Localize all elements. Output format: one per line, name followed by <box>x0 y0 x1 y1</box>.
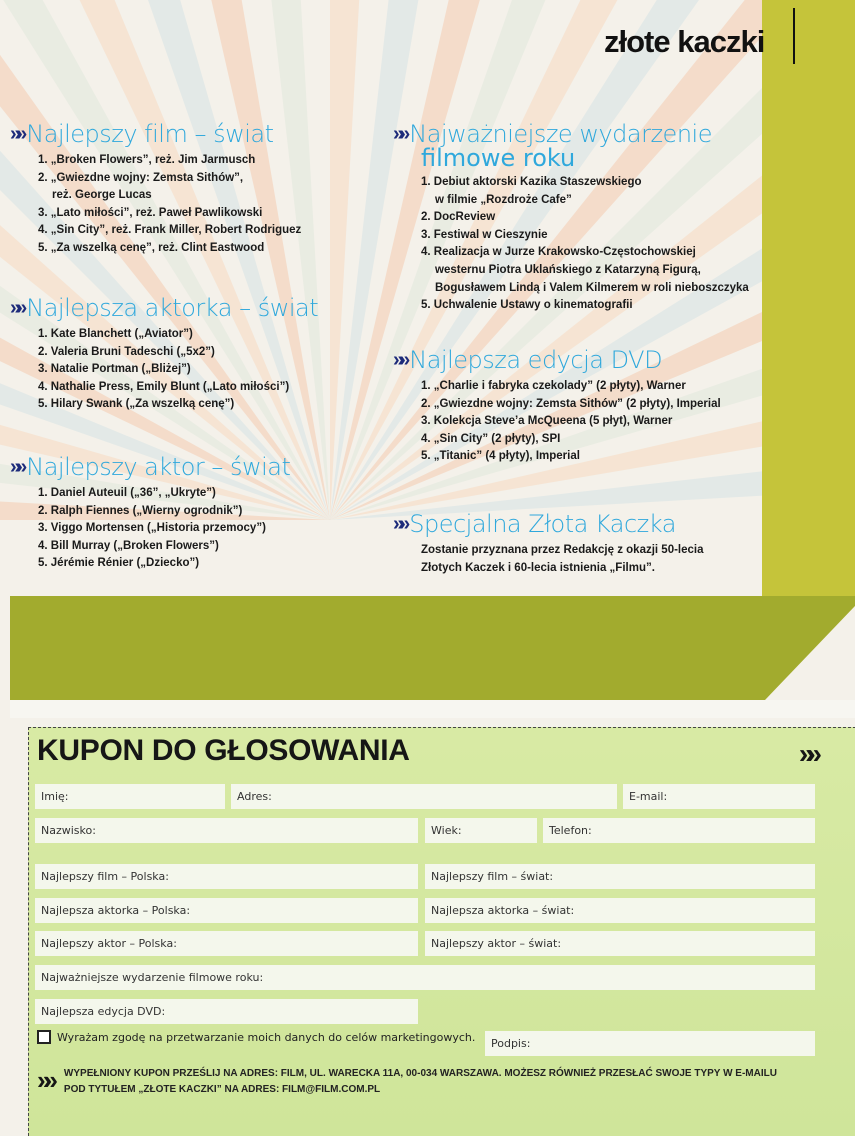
double-chevron-icon: »» <box>10 297 23 319</box>
footer-line: POD TYTUŁEM „ZŁOTE KACZKI” NA ADRES: FILM@FILM.COM.PL <box>63 1084 381 1095</box>
double-chevron-icon: »» <box>393 513 406 535</box>
section-best-actress-world <box>10 296 318 414</box>
section-event-of-year <box>393 122 749 315</box>
consent-checkbox[interactable] <box>37 1030 51 1044</box>
section-title: Najlepsza edycja DVD <box>409 346 663 374</box>
surname-field[interactable]: Nazwisko: <box>35 818 418 843</box>
double-chevron-icon: »» <box>798 738 814 769</box>
list-item: 2. DocReview <box>421 211 496 224</box>
double-chevron-icon: »» <box>37 1065 50 1095</box>
nominee-list <box>421 378 721 466</box>
section-special-award <box>393 512 704 577</box>
double-chevron-icon: »» <box>393 349 406 371</box>
list-item: w filmie „Rozdroże Cafe” <box>435 193 572 206</box>
list-item: 1. Daniel Auteuil („36”, „Ukryte”) <box>38 487 216 499</box>
list-item: 2. „Gwiezdne wojny: Zemsta Sithów” (2 płyty), Imperial <box>421 397 721 410</box>
email-field[interactable]: E-mail: <box>623 784 815 809</box>
footer-line: WYPEŁNIONY KUPON PRZEŚLIJ NA ADRES: FILM, UL. WARECKA 11A, 00-034 WARSZAWA. MOŻESZ RÓWNIEŻ PRZESŁAĆ SWOJE TYPY W E-MAILU <box>63 1068 777 1079</box>
section-best-film-world <box>10 122 301 258</box>
coupon-footer <box>37 1066 824 1098</box>
band-corner-shape <box>655 596 855 700</box>
list-item: 2. Valeria Bruni Tadeschi („5x2”) <box>38 345 215 358</box>
list-item: 1. „Charlie i fabryka czekolady” (2 płyty), Warner <box>421 380 686 392</box>
list-item: 5. Uchwalenie Ustawy o kinematografii <box>421 299 633 312</box>
signature-field[interactable]: Podpis: <box>485 1031 815 1056</box>
section-title: Najlepszy aktor – świat <box>26 453 291 481</box>
double-chevron-icon: »» <box>10 123 23 145</box>
list-item: 4. Bill Murray („Broken Flowers”) <box>38 539 219 552</box>
voting-coupon <box>28 727 855 1136</box>
section-title: Najlepszy film – świat <box>26 120 274 148</box>
divider-strip <box>10 700 855 718</box>
list-item: 3. Festiwal w Cieszynie <box>421 228 548 241</box>
film-world-field[interactable]: Najlepszy film – świat: <box>425 864 815 889</box>
list-item: reż. George Lucas <box>52 189 152 202</box>
section-best-actor-world <box>10 455 290 573</box>
event-field[interactable]: Najważniejsze wydarzenie filmowe roku: <box>35 965 815 990</box>
description <box>421 542 704 577</box>
nominee-list <box>421 174 749 315</box>
section-best-dvd <box>393 348 721 466</box>
list-item: 2. „Gwiezdne wojny: Zemsta Sithów”, <box>38 171 244 184</box>
list-item: 5. Jérémie Rénier („Dziecko”) <box>38 557 200 570</box>
header-divider <box>793 8 795 64</box>
list-item: 3. Kolekcja Steve’a McQueena (5 płyt), Warner <box>421 415 673 428</box>
description-line: Zostanie przyznana przez Redakcję z okazji 50-lecia <box>421 544 704 556</box>
list-item: 5. „Za wszelką cenę”, reż. Clint Eastwood <box>38 241 265 254</box>
list-item: 2. Ralph Fiennes („Wierny ogrodnik”) <box>38 504 243 517</box>
consent-label: Wyrażam zgodę na przetwarzanie moich danych do celów marketingowych. <box>57 1030 476 1044</box>
phone-field[interactable]: Telefon: <box>543 818 815 843</box>
list-item: 4. „Sin City”, reż. Frank Miller, Robert Rodriguez <box>38 224 302 237</box>
list-item: 4. „Sin City” (2 płyty), SPI <box>421 432 561 445</box>
nominee-list <box>38 485 290 573</box>
right-lime-band <box>762 0 855 700</box>
list-item: westernu Piotra Uklańskiego z Katarzyną Figurą, <box>435 263 701 276</box>
nominee-list <box>38 152 301 258</box>
coupon-title: KUPON DO GŁOSOWANIA <box>37 734 410 767</box>
list-item: 4. Nathalie Press, Emily Blunt („Lato miłości”) <box>38 380 290 393</box>
list-item: 4. Realizacja w Jurze Krakowsko-Częstochowskiej <box>421 246 696 259</box>
section-title: Specjalna Złota Kaczka <box>409 510 676 538</box>
actor-world-field[interactable]: Najlepszy aktor – świat: <box>425 931 815 956</box>
consent-row <box>37 1030 475 1044</box>
nominee-list <box>38 326 318 414</box>
list-item: 3. Viggo Mortensen („Historia przemocy”) <box>38 522 266 535</box>
double-chevron-icon: »» <box>393 123 406 145</box>
section-title: Najważniejsze wydarzenie <box>409 120 712 148</box>
list-item: 1. Kate Blanchett („Aviator”) <box>38 328 193 340</box>
list-item: 5. „Titanic” (4 płyty), Imperial <box>421 450 580 463</box>
age-field[interactable]: Wiek: <box>425 818 537 843</box>
description-line: Złotych Kaczek i 60-lecia istnienia „Filmu”. <box>421 561 655 574</box>
list-item: 1. Debiut aktorski Kazika Staszewskiego <box>421 176 642 188</box>
section-title-continued: filmowe roku <box>421 144 576 172</box>
list-item: 1. „Broken Flowers”, reż. Jim Jarmusch <box>38 154 256 166</box>
double-chevron-icon: »» <box>10 456 23 478</box>
footer-instructions <box>64 1066 824 1098</box>
address-field[interactable]: Adres: <box>231 784 617 809</box>
actress-world-field[interactable]: Najlepsza aktorka – świat: <box>425 898 815 923</box>
page-header-title: złote kaczki <box>604 24 765 59</box>
dvd-field[interactable]: Najlepsza edycja DVD: <box>35 999 418 1024</box>
section-title: Najlepsza aktorka – świat <box>26 294 319 322</box>
first-name-field[interactable]: Imię: <box>35 784 225 809</box>
list-item: 5. Hilary Swank („Za wszelką cenę”) <box>38 398 235 411</box>
actor-poland-field[interactable]: Najlepszy aktor – Polska: <box>35 931 418 956</box>
list-item: 3. Natalie Portman („Bliżej”) <box>38 363 191 376</box>
actress-poland-field[interactable]: Najlepsza aktorka – Polska: <box>35 898 418 923</box>
list-item: 3. „Lato miłości”, reż. Paweł Pawlikowski <box>38 206 263 219</box>
list-item: Bogusławem Lindą i Valem Kilmerem w roli nieboszczyka <box>435 281 749 294</box>
film-poland-field[interactable]: Najlepszy film – Polska: <box>35 864 418 889</box>
